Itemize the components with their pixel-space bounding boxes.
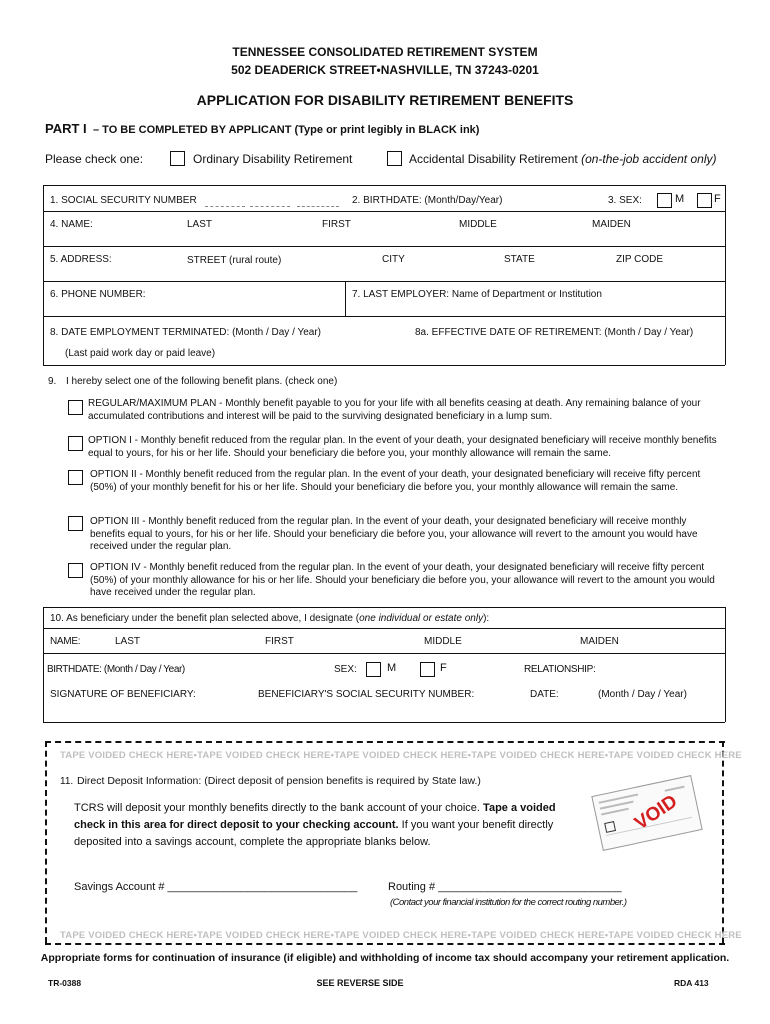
tape-banner-bottom: TAPE VOIDED CHECK HERE•TAPE VOIDED CHECK HERE•TAPE VOIDED CHECK HERE•TAPE VOIDED CHECK HERE•TAPE VOIDED CHECK HERE [60, 930, 742, 941]
plan-option3-checkbox[interactable] [68, 516, 83, 531]
terminated-label: 8. DATE EMPLOYMENT TERMINATED: (Month / Day / Year) [50, 327, 321, 338]
ben-maiden: MAIDEN [580, 636, 619, 647]
plan-option4-text: OPTION IV - Monthly benefit reduced from the regular plan. In the event of your death, your designated beneficiary will receive fifty percent (50%) of your monthly allowance for his or her life. Should your beneficiary die before you, your allowance will revert to the amount you would have received under the regular plan. [90, 562, 715, 598]
ben-sex-f-checkbox[interactable] [420, 662, 435, 677]
sex-m-checkbox[interactable] [657, 193, 672, 208]
tape-banner-top: TAPE VOIDED CHECK HERE•TAPE VOIDED CHECK HERE•TAPE VOIDED CHECK HERE•TAPE VOIDED CHECK HERE•TAPE VOIDED CHECK HERE [60, 750, 742, 761]
address-label: 5. ADDRESS: [50, 254, 112, 265]
ben-middle: MIDDLE [424, 636, 462, 647]
plan-regular-text: REGULAR/MAXIMUM PLAN - Monthly benefit payable to you for your life with all benefits ceasing at death. Any remaining balance of your accumulated contributions and interest will be paid to the surviving designated beneficiary in a lump sum. [88, 398, 701, 422]
part1-label: PART I [45, 121, 87, 136]
beneficiary-intro: 10. As beneficiary under the benefit plan selected above, I designate (one individual or estate only): [50, 613, 490, 624]
void-stamp: VOID [631, 790, 682, 835]
ben-ssn: BENEFICIARY'S SOCIAL SECURITY NUMBER: [258, 689, 475, 700]
routing-note: (Contact your financial institution for the correct routing number.) [390, 897, 627, 908]
check-prompt: Please check one: [45, 152, 144, 166]
ben-last: LAST [115, 636, 141, 647]
employer-label: 7. LAST EMPLOYER: Name of Department or Institution [352, 289, 602, 300]
effective-label: 8a. EFFECTIVE DATE OF RETIREMENT: (Month / Day / Year) [415, 327, 694, 338]
org-address: 502 DEADERICK STREET•NASHVILLE, TN 37243-0201 [231, 63, 539, 77]
plans-number: 9. [48, 376, 57, 387]
ben-date: DATE: [530, 689, 559, 700]
ben-sex-f-label: F [440, 662, 447, 674]
accidental-checkbox[interactable] [387, 151, 402, 166]
ordinary-checkbox[interactable] [170, 151, 185, 166]
plan-option4-checkbox[interactable] [68, 563, 83, 578]
part1-instruction: – TO BE COMPLETED BY APPLICANT (Type or print legibly in BLACK ink) [93, 124, 480, 136]
ben-signature: SIGNATURE OF BENEFICIARY: [50, 689, 196, 700]
sex-f-label: F [714, 193, 721, 205]
name-maiden: MAIDEN [592, 219, 631, 230]
rda-number: RDA 413 [674, 978, 709, 988]
name-middle: MIDDLE [459, 219, 497, 230]
ben-date-fmt: (Month / Day / Year) [598, 689, 687, 700]
address-street: STREET (rural route) [187, 255, 282, 266]
org-name: TENNESSEE CONSOLIDATED RETIREMENT SYSTEM [232, 45, 538, 59]
routing-number: Routing # ______________________________ [388, 881, 622, 893]
ben-birthdate: BIRTHDATE: (Month / Day / Year) [47, 664, 185, 675]
ben-sex-m-checkbox[interactable] [366, 662, 381, 677]
name-last: LAST [187, 219, 213, 230]
plan-regular-checkbox[interactable] [68, 400, 83, 415]
plan-option2-text: OPTION II - Monthly benefit reduced from the regular plan. In the event of your death, your designated beneficiary will receive fifty percent (50%) of your monthly benefit for his or her life. Should your beneficiary die before you, your monthly allowance will remain the same. [90, 469, 701, 493]
form-id: TR-0388 [48, 978, 82, 988]
name-label: 4. NAME: [50, 219, 93, 230]
deposit-title: Direct Deposit Information: (Direct deposit of pension benefits is required by State law.) [77, 775, 481, 787]
birthdate-label: 2. BIRTHDATE: (Month/Day/Year) [352, 195, 503, 206]
deposit-line2: check in this area for direct deposit to your checking account. If you want your benefit directly [74, 819, 554, 831]
deposit-line1: TCRS will deposit your monthly benefits directly to the bank account of your choice. Tape a voided [74, 802, 556, 814]
ben-name-label: NAME: [50, 636, 81, 647]
voided-check-image [591, 775, 702, 851]
phone-label: 6. PHONE NUMBER: [50, 289, 146, 300]
address-zip: ZIP CODE [616, 254, 664, 265]
form-title: APPLICATION FOR DISABILITY RETIREMENT BENEFITS [196, 92, 574, 108]
ben-relationship: RELATIONSHIP: [524, 664, 596, 675]
ssn-label: 1. SOCIAL SECURITY NUMBER [50, 195, 197, 206]
ben-sex-m-label: M [387, 662, 397, 674]
name-first: FIRST [322, 219, 351, 230]
deposit-number: 11. [60, 776, 74, 787]
deposit-line3: deposited into a savings account, complete the appropriate blanks below. [74, 836, 431, 848]
plan-option2-checkbox[interactable] [68, 470, 83, 485]
plan-option1-text: OPTION I - Monthly benefit reduced from the regular plan. In the event of your death, your designated beneficiary will receive monthly benefits equal to yours, for his or her life. Should your beneficiary die before you, your monthly allowance will remain the same. [88, 435, 717, 459]
address-state: STATE [504, 254, 535, 265]
footer-note: Appropriate forms for continuation of insurance (if eligible) and withholding of income tax should accompany your retirement application. [40, 952, 730, 964]
accidental-label: Accidental Disability Retirement (on-the-job accident only) [409, 152, 717, 166]
ben-sex-label: SEX: [334, 664, 357, 675]
plan-option1-checkbox[interactable] [68, 436, 83, 451]
plan-option3-text: OPTION III - Monthly benefit reduced from the regular plan. In the event of your death, your designated beneficiary will receive monthly benefits equal to yours, for his or her life. Should your beneficiary die before you, your allowance will revert to the amount you would have received under the regular plan. [90, 516, 698, 552]
sex-label: 3. SEX: [608, 195, 642, 206]
last-paid-label: (Last paid work day or paid leave) [65, 348, 216, 359]
savings-account: Savings Account # _______________________________ [74, 881, 358, 893]
plans-intro: I hereby select one of the following benefit plans. (check one) [66, 376, 338, 387]
address-city: CITY [382, 254, 405, 265]
sex-f-checkbox[interactable] [697, 193, 712, 208]
ben-first: FIRST [265, 636, 294, 647]
see-reverse: SEE REVERSE SIDE [316, 978, 404, 988]
sex-m-label: M [675, 193, 685, 205]
ordinary-label: Ordinary Disability Retirement [193, 152, 353, 166]
